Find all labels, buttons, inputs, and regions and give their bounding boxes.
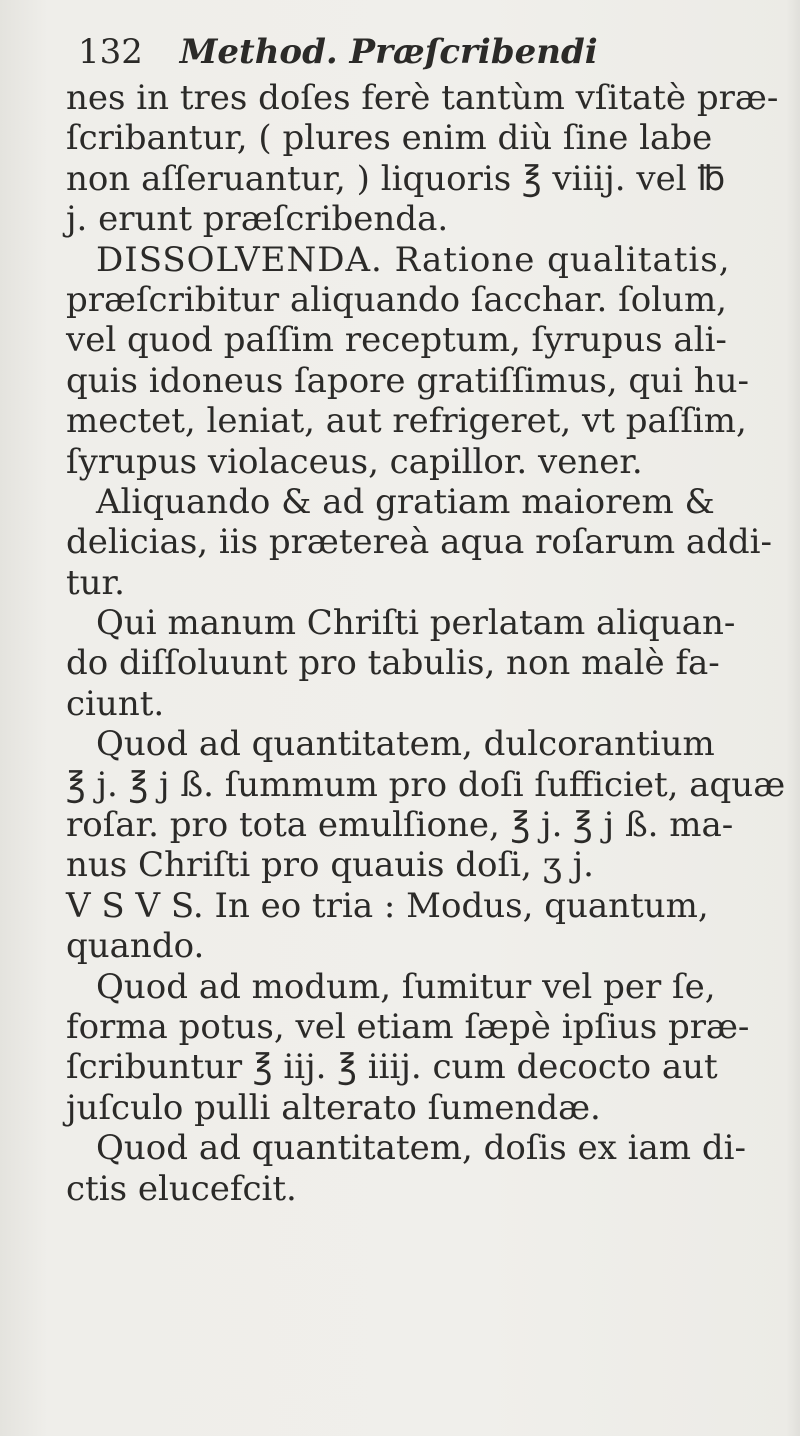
text-line: ctis elucefcit. <box>66 1168 297 1209</box>
body-text <box>66 78 786 1209</box>
text-line: Quod ad quantitatem, dulcorantium <box>96 724 715 765</box>
page-edge-shadow <box>786 0 800 1436</box>
running-title: Method. Præſcribendi <box>179 32 598 72</box>
text-line: mectet, leniat, aut refrigeret, vt paſſim, <box>66 401 747 442</box>
text-line: j. erunt præſcribenda. <box>66 199 449 240</box>
page-number: 132 <box>78 32 143 72</box>
text-line: Qui manum Chriſti perlatam aliquan- <box>96 603 736 644</box>
text-line: tur. <box>66 562 125 603</box>
text-line: forma potus, vel etiam ſæpè ipſius præ- <box>66 1006 750 1047</box>
text-line: nus Chriſti pro quauis doſi, ʒ j. <box>66 845 594 886</box>
text-line: Quod ad quantitatem, doſis ex iam di- <box>96 1128 746 1169</box>
text-line: vel quod paſſim receptum, ſyrupus ali- <box>66 320 727 361</box>
text-line: Aliquando & ad gratiam maiorem & <box>96 481 715 522</box>
text-line: do diſſoluunt pro tabulis, non malè fa- <box>66 643 720 684</box>
section-heading-line: DISSOLVENDA. Ratione qualitatis, <box>96 239 731 280</box>
text-line: juſculo pulli alterato ſumendæ. <box>66 1087 601 1128</box>
text-line: ℥ j. ℥ j ß. ſummum pro doſi ſufficiet, aquæ <box>66 764 786 805</box>
text-line: præſcribitur aliquando ſacchar. ſolum, <box>66 279 727 320</box>
running-head <box>78 32 738 72</box>
text-line: ciunt. <box>66 683 165 724</box>
text-line: nes in tres doſes ferè tantùm vſitatè præ- <box>66 78 779 118</box>
section-heading-line: V S V S. In eo tria : Modus, quantum, <box>66 885 709 926</box>
text-line: ſyrupus violaceus, capillor. vener. <box>66 441 643 482</box>
text-line: ſcribuntur ℥ iij. ℥ iiij. cum decocto aut <box>66 1047 718 1088</box>
text-line: ſcribantur, ( plures enim diù ſine labe <box>66 118 713 159</box>
text-line: non aſſeruantur, ) liquoris ℥ viiij. vel ℔ <box>66 158 726 199</box>
text-line: delicias, iis prætereà aqua roſarum addi- <box>66 522 773 563</box>
text-line: quando. <box>66 926 205 967</box>
text-line: Quod ad modum, ſumitur vel per ſe, <box>96 966 716 1007</box>
text-line: roſar. pro tota emulſione, ℥ j. ℥ j ß. ma- <box>66 805 734 846</box>
text-line: quis idoneus ſapore gratiſſimus, qui hu- <box>66 360 750 401</box>
